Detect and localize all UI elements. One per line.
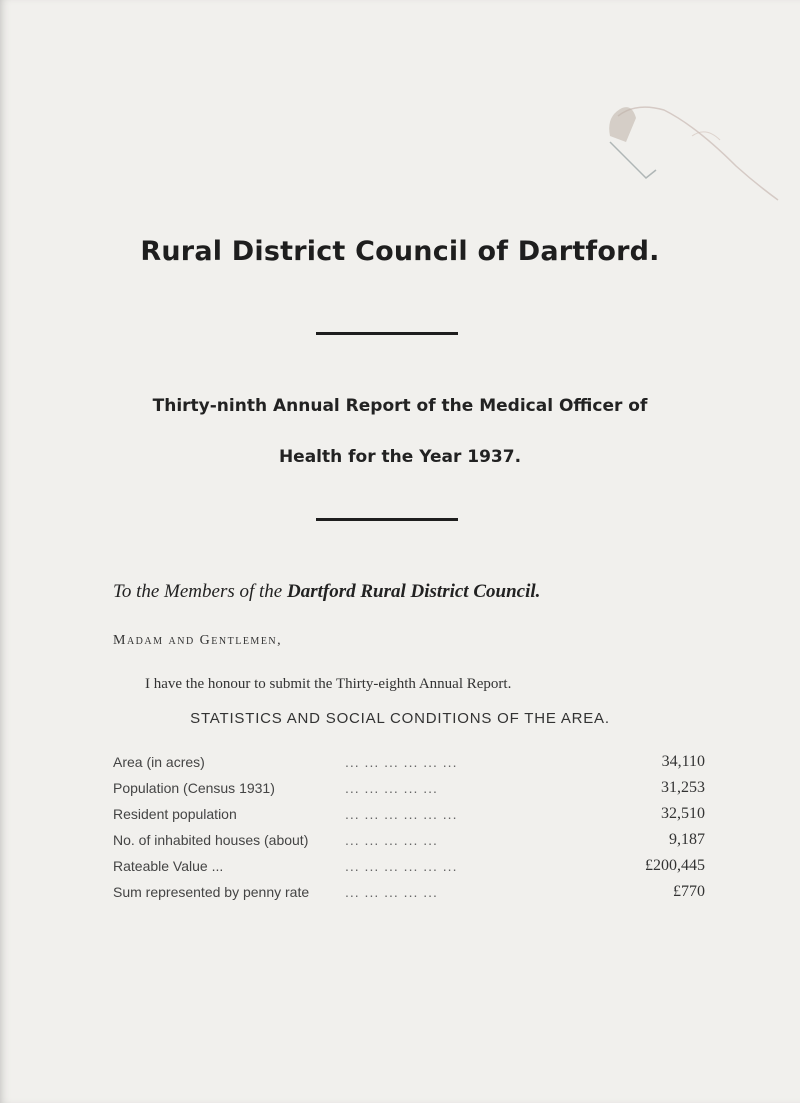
stat-label: No. of inhabited houses (about): [113, 832, 309, 848]
addressee-members: Members: [164, 581, 235, 602]
stat-leader-dots: ... ... ... ... ... ...: [345, 806, 458, 822]
stat-label: Sum represented by penny rate: [113, 884, 310, 900]
addressee-prefix: To the: [113, 581, 160, 602]
stat-label: Area (in acres): [113, 754, 205, 770]
addressee-of-the: of the: [239, 581, 283, 602]
stat-row-area: [113, 750, 713, 776]
stat-leader-dots: ... ... ... ... ...: [345, 780, 438, 796]
stat-value: 31,253: [661, 779, 705, 796]
stat-leader-dots: ... ... ... ... ...: [345, 832, 438, 848]
statistics-heading: STATISTICS AND SOCIAL CONDITIONS OF THE AREA.: [190, 710, 610, 727]
statistics-table: [113, 750, 713, 906]
greeting: Madam and Gentlemen,: [113, 633, 283, 648]
stat-leader-dots: ... ... ... ... ... ...: [345, 754, 458, 770]
addressee-council: Dartford Rural District Council.: [287, 581, 541, 602]
stat-label: Rateable Value ...: [113, 858, 224, 874]
title-divider: [316, 332, 458, 335]
faded-stamp-mark: [596, 96, 786, 206]
document-title: Rural District Council of Dartford.: [140, 236, 660, 267]
stat-row-inhabited-houses: [113, 828, 713, 854]
stat-row-penny-rate: [113, 880, 713, 906]
addressee-line: [113, 581, 540, 603]
stat-leader-dots: ... ... ... ... ... ...: [345, 858, 458, 874]
stat-value: 32,510: [661, 805, 705, 822]
stat-row-population: [113, 776, 713, 802]
stat-value: 9,187: [669, 831, 705, 848]
intro-sentence: I have the honour to submit the Thirty-eighth Annual Report.: [145, 676, 512, 692]
subtitle-divider: [316, 518, 458, 521]
stat-label: Population (Census 1931): [113, 780, 275, 796]
report-subtitle-line2: Health for the Year 1937.: [278, 447, 522, 467]
stat-value: 34,110: [661, 753, 705, 770]
stat-value: £770: [673, 883, 705, 900]
stat-row-rateable-value: [113, 854, 713, 880]
stat-label: Resident population: [113, 806, 237, 822]
stat-value: £200,445: [645, 857, 705, 874]
stat-leader-dots: ... ... ... ... ...: [345, 884, 438, 900]
stat-row-resident-population: [113, 802, 713, 828]
report-subtitle-line1: Thirty-ninth Annual Report of the Medical Officer of: [152, 396, 648, 416]
